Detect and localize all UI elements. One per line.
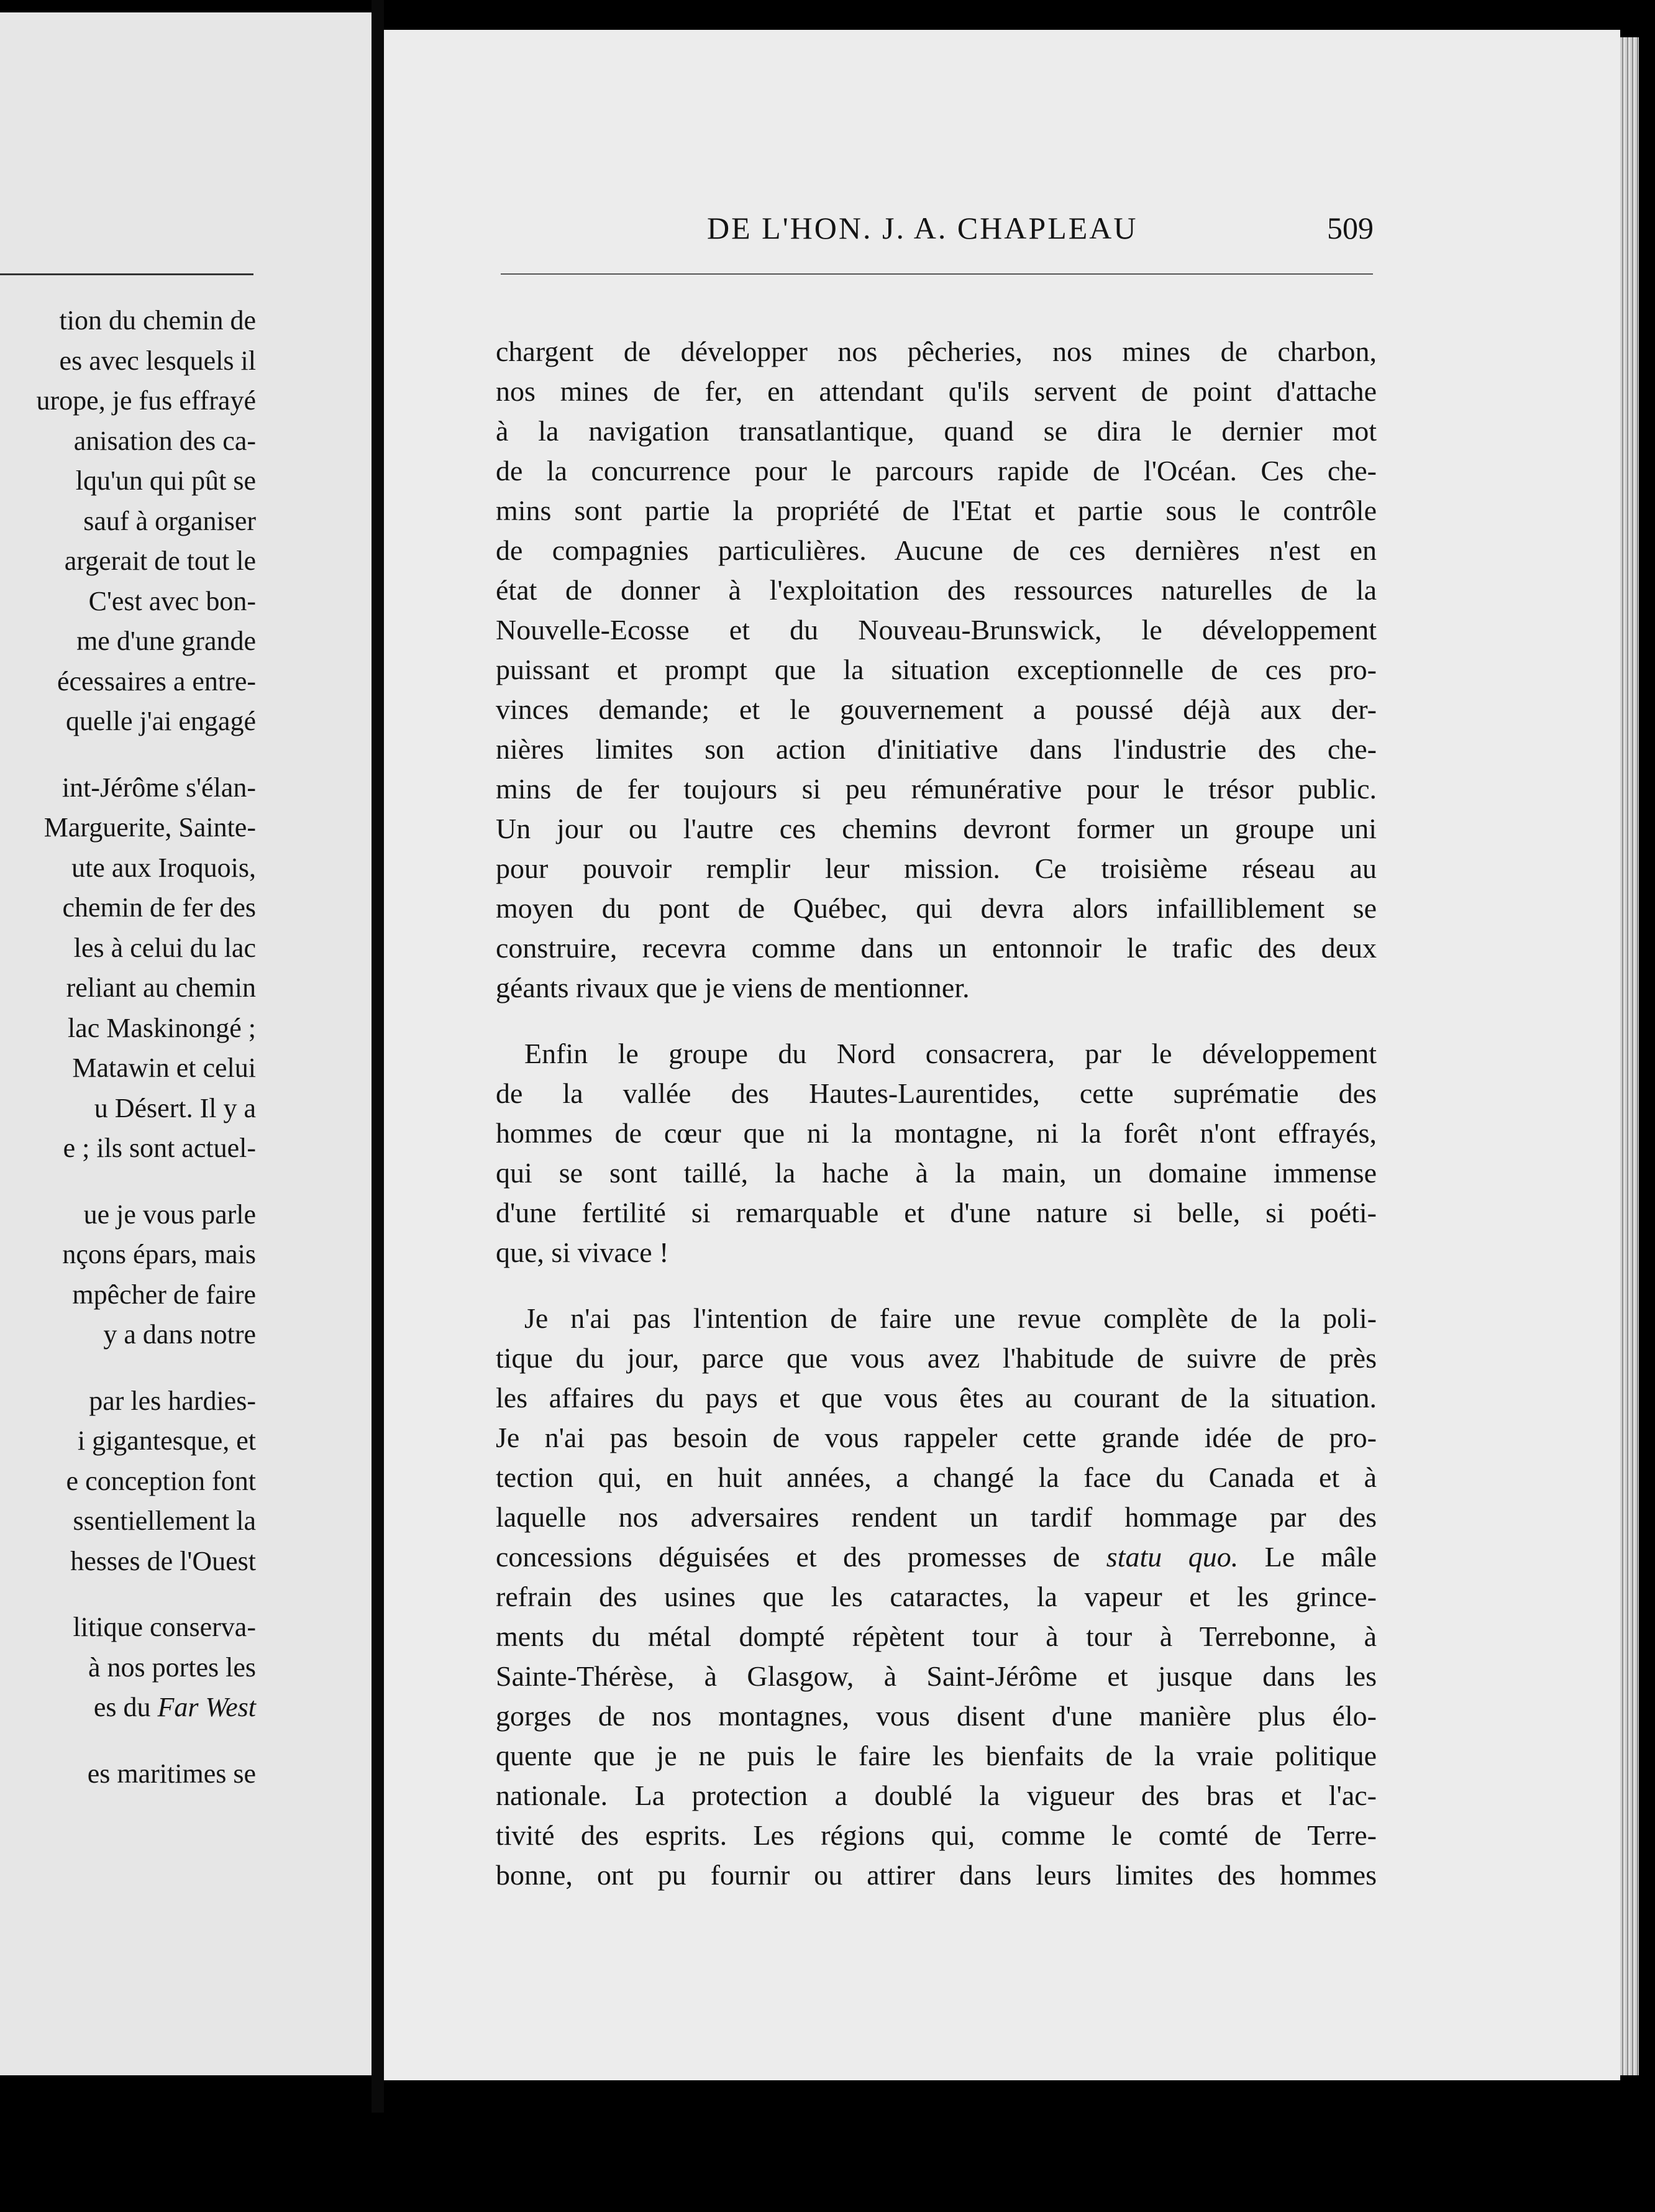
left-line-segment: es du — [93, 1692, 158, 1722]
text-line: à la navigation transatlantique, quand se dira le dernier mot — [496, 415, 1377, 447]
paragraph-1 — [496, 332, 1377, 1008]
header-rule — [501, 273, 1373, 275]
left-line: urope, je fus effrayé — [36, 385, 256, 416]
text-line: pour pouvoir remplir leur mission. Ce troisième réseau au — [496, 852, 1377, 884]
text-line: chargent de développer nos pêcheries, nos mines de charbon, — [496, 336, 1377, 367]
text-line: Enfin le groupe du Nord consacrera, par le développement — [524, 1038, 1377, 1069]
text-line: tivité des esprits. Les régions qui, comme le comté de Terre- — [496, 1819, 1377, 1851]
text-line — [496, 1537, 1377, 1577]
left-page — [0, 12, 372, 2075]
left-page-rule — [0, 273, 253, 275]
text-line: que, si vivace ! — [496, 1236, 669, 1268]
left-line: argerait de tout le — [64, 546, 256, 576]
text-line: Je n'ai pas besoin de vous rappeler cette grande idée de pro- — [496, 1422, 1377, 1453]
left-line: lqu'un qui pût se — [75, 465, 256, 496]
left-line-italic: Far West — [157, 1692, 256, 1722]
text-segment: Le mâle — [1238, 1541, 1377, 1573]
left-line: litique conserva- — [73, 1612, 256, 1642]
text-line: nières limites son action d'initiative dans l'industrie des che- — [496, 733, 1377, 765]
text-line: de la vallée des Hautes-Laurentides, cette suprématie des — [496, 1077, 1377, 1109]
text-line: mins sont partie la propriété de l'Etat et partie sous le contrôle — [496, 495, 1377, 526]
left-line: quelle j'ai engagé — [65, 706, 256, 736]
left-line: Marguerite, Sainte- — [43, 812, 256, 843]
text-line: Nouvelle-Ecosse et du Nouveau-Brunswick, le développement — [496, 614, 1377, 646]
left-line: ute aux Iroquois, — [71, 852, 256, 883]
left-line: sauf à organiser — [83, 505, 256, 536]
left-line: y a dans notre — [103, 1319, 256, 1350]
text-line: quente que je ne puis le faire les bienfaits de la vraie politique — [496, 1740, 1377, 1771]
left-line: i gigantesque, et — [77, 1425, 256, 1456]
body-text — [496, 332, 1377, 1921]
text-line: ments du métal dompté répètent tour à tour à Terrebonne, à — [496, 1620, 1377, 1652]
text-line: nationale. La protection a doublé la vigueur des bras et l'ac- — [496, 1780, 1377, 1811]
left-line: es maritimes se — [87, 1758, 256, 1789]
text-line: Sainte-Thérèse, à Glasgow, à Saint-Jérôme et jusque dans les — [496, 1660, 1377, 1692]
left-line: tion du chemin de — [59, 305, 256, 336]
left-line: par les hardies- — [89, 1385, 256, 1416]
left-line: u Désert. Il y a — [94, 1092, 256, 1123]
text-line: bonne, ont pu fournir ou attirer dans leurs limites des hommes — [496, 1859, 1377, 1891]
left-page-text — [0, 301, 256, 1794]
text-line: refrain des usines que les cataractes, la vapeur et les grince- — [496, 1581, 1377, 1612]
text-line: Je n'ai pas l'intention de faire une revue complète de la poli- — [524, 1302, 1377, 1334]
left-line: Matawin et celui — [72, 1053, 256, 1083]
left-line: anisation des ca- — [73, 425, 256, 456]
running-head: DE L'HON. J. A. CHAPLEAU — [707, 211, 1138, 245]
text-line: état de donner à l'exploitation des ressources naturelles de la — [496, 574, 1377, 606]
left-line: hesses de l'Ouest — [70, 1545, 256, 1576]
left-line: C'est avec bon- — [88, 585, 256, 616]
right-page — [384, 30, 1620, 2080]
text-line: de compagnies particulières. Aucune de ces dernières n'est en — [496, 534, 1377, 566]
text-line: les affaires du pays et que vous êtes au courant de la situation. — [496, 1382, 1377, 1414]
paragraph-3 — [496, 1299, 1377, 1895]
left-line: reliant au chemin — [66, 972, 256, 1003]
left-line: me d'une grande — [76, 626, 256, 656]
text-line: d'une fertilité si remarquable et d'une nature si belle, si poéti- — [496, 1197, 1377, 1228]
page-edges — [1620, 37, 1639, 2075]
left-line: mpêcher de faire — [72, 1279, 256, 1310]
left-line — [0, 1688, 256, 1728]
text-line: mins de fer toujours si peu rémunérative pour le trésor public. — [496, 773, 1377, 805]
left-line: lac Maskinongé ; — [67, 1012, 256, 1043]
text-line: tection qui, en huit années, a changé la face du Canada et à — [496, 1461, 1377, 1493]
left-line: écessaires a entre- — [57, 665, 256, 697]
text-line: moyen du pont de Québec, qui devra alors infailliblement se — [496, 892, 1377, 924]
text-line: tique du jour, parce que vous avez l'habitude de suivre de près — [496, 1342, 1377, 1374]
text-line: laquelle nos adversaires rendent un tardif hommage par des — [496, 1501, 1377, 1533]
text-line: géants rivaux que je viens de mentionner. — [496, 972, 970, 1003]
italic-phrase: statu quo. — [1106, 1541, 1239, 1573]
left-line: chemin de fer des — [62, 892, 256, 923]
left-line: e conception font — [66, 1465, 256, 1496]
left-line: e ; ils sont actuel- — [63, 1133, 256, 1163]
page-header — [384, 210, 1378, 254]
left-line: les à celui du lac — [73, 932, 256, 963]
left-line: nçons épars, mais — [62, 1239, 256, 1269]
text-line: Un jour ou l'autre ces chemins devront former un groupe uni — [496, 813, 1377, 844]
left-line: ssentiellement la — [73, 1506, 256, 1536]
text-line: de la concurrence pour le parcours rapide de l'Océan. Ces che- — [496, 455, 1377, 487]
text-segment: concessions déguisées et des promesses de — [496, 1541, 1106, 1573]
text-line: gorges de nos montagnes, vous disent d'une manière plus élo- — [496, 1700, 1377, 1732]
left-line: int-Jérôme s'élan- — [62, 772, 256, 803]
text-line: vinces demande; et le gouvernement a poussé déjà aux der- — [496, 693, 1377, 725]
text-line: hommes de cœur que ni la montagne, ni la forêt n'ont effrayés, — [496, 1117, 1377, 1149]
book-gutter — [372, 0, 384, 2113]
left-line: à nos portes les — [88, 1652, 256, 1683]
text-line: construire, recevra comme dans un entonnoir le trafic des deux — [496, 932, 1377, 964]
text-line: nos mines de fer, en attendant qu'ils servent de point d'attache — [496, 375, 1377, 407]
left-line: ue je vous parle — [83, 1199, 256, 1230]
page-number: 509 — [1327, 211, 1374, 245]
text-line: qui se sont taillé, la hache à la main, un domaine immense — [496, 1157, 1377, 1189]
text-line: puissant et prompt que la situation exceptionnelle de ces pro- — [496, 654, 1377, 685]
paragraph-2 — [496, 1034, 1377, 1273]
left-line: es avec lesquels il — [59, 345, 256, 376]
